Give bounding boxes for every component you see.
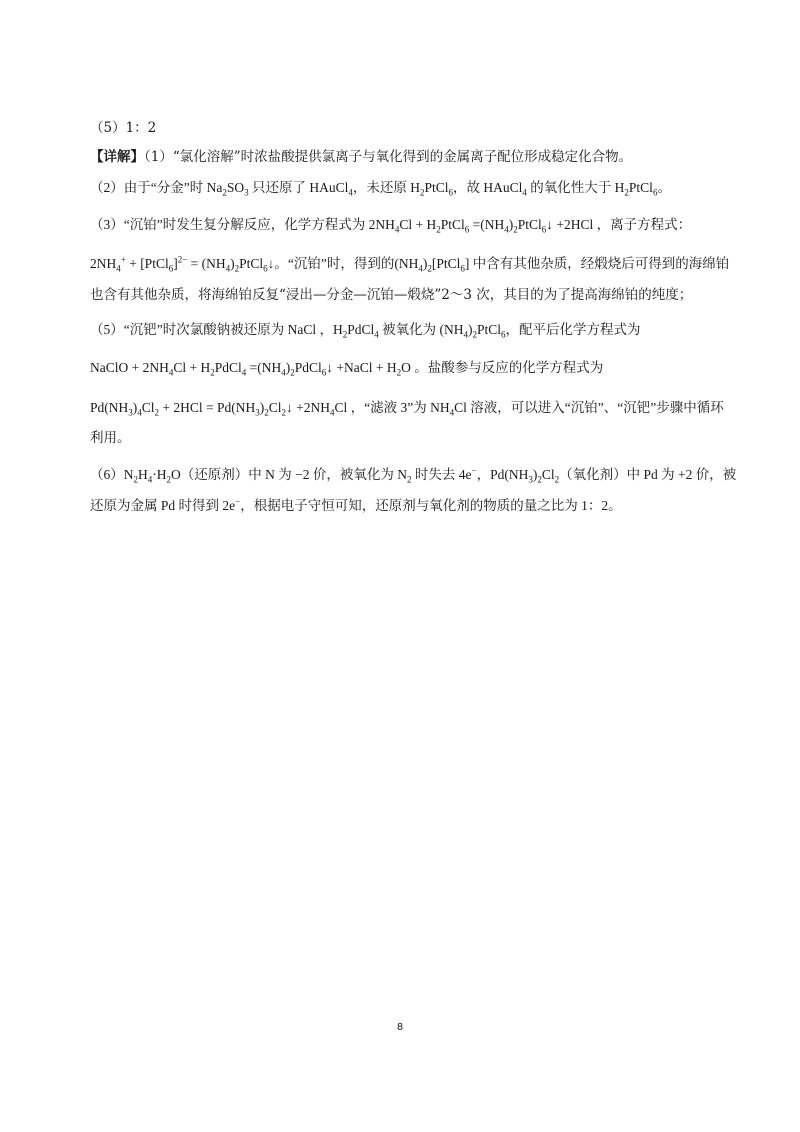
page-number: 8 [396,1022,404,1033]
explanation-5-continued: 利用。 [90,430,131,446]
explanation-2: （2）由于“分金”时 $Na_2SO_3$ 只还原了 HAuCl$_4$，未还原 $H_2PtCl_6$，故 HAuCl$_4$ 的氧化性大于 $H_2PtCl_6$。 [90,180,671,198]
explanation-6-continued: 还原为金属 Pd 时得到 2e−，根据电子守恒可知，还原剂与氧化剂的物质的量之比为 1：2。 [90,496,622,513]
answer-5-text: （5）1：2 [90,120,157,136]
hcl-equation-line: $Pd(NH_3)_4Cl_2 + 2HCl$ = $Pd(NH_3)_2Cl_2↓ +2NH_4Cl$ ，“滤液 3”为 $NH_4Cl$ 溶液，可以进入“沉铂”、“沉钯”步骤中循环 [90,400,724,418]
explanation-5: （5）“沉钯”时次氯酸钠被还原为 NaCl ，$H_2PdCl_4$ 被氧化为 $(NH_4)_2PtCl_6$，配平后化学方程式为 [90,322,641,340]
explanation-1 [90,147,730,167]
explanation-1-text: （1）“氯化溶解”时浓盐酸提供氯离子与氧化得到的金属离子配位形成稳定化合物。 [144,149,633,165]
detail-tag: 【详解】 [90,149,144,165]
explanation-6: $(6)N_2H_4\cdot H_2O$（还原剂）中 N 为 −2 价，被氧化为 $N_2$ 时失去 4e−，$Pd(NH_3)_2Cl_2$（氧化剂）中 Pd 为 +2 价，被 [90,465,737,485]
ionic-equation-line: $2NH_4^+$ + [PtCl$_6$]$^{2-}$ = $(NH_4)_2PtCl_6↓$。“沉铂”时，得到的$(NH_4)_2[PtCl_6]$ 中含有其他杂质，经煅烧后可得到的海绵铂 [90,254,730,274]
explanation-3: （3）“沉铂”时发生复分解反应，化学方程式为 $2NH_4Cl$ + $H_2PtCl_6$ $=(NH_4)_2PtCl_6↓ +2HCl$ ，离子方程式： [90,217,692,235]
answer-5 [90,118,730,138]
explanation-3-continued: 也含有其他杂质，将海绵铂反复“浸出—分金—沉铂—煅烧”2～3 次，其目的为了提高海绵铂的纯度； [90,287,693,303]
chemical-equation-line: NaClO + $2NH_4Cl$ + $H_2PdCl_4$ $=(NH_4)_2PdCl_6↓$ +NaCl + $H_2O$ 。盐酸参与反应的化学方程式为 [90,360,604,378]
